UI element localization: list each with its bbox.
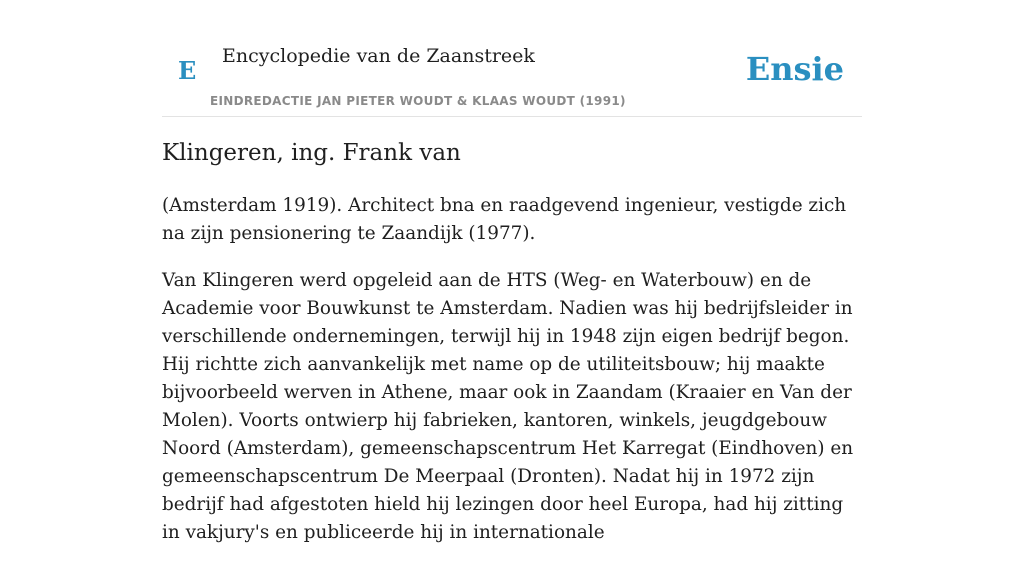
entry-paragraph: Van Klingeren werd opgeleid aan de HTS (Weg- en Waterbouw) en de Academie voor Bouwkunst te Amsterdam. Nadien was hij bedrijfsleider in verschillende ondernemingen, terwijl hij in 1948 zijn eigen bedrijf begon. Hij richtte zich aanvankelijk met name op de utiliteitsbouw; hij maakte bijvoorbeeld werven in Athene, maar ook in Zaandam (Kraaier en Van der Molen). Voorts ontwierp hij fabrieken, kantoren, winkels, jeugdgebouw Noord (Amsterdam), gemeenschapscentrum Het Karregat (Eindhoven) en gemeenschapscentrum De Meerpaal (Dronten). Nadat hij in 1972 zijn bedrijf had afgestoten hield hij lezingen door heel Europa, had hij zitting in vakjury's en publiceerde hij in internationale	[162, 270, 854, 543]
book-editors: EINDREDACTIE JAN PIETER WOUDT & KLAAS WOUDT (1991)	[210, 94, 626, 108]
logo-e-icon[interactable]: E	[178, 56, 197, 85]
ensie-logo[interactable]: Ensie	[745, 50, 844, 88]
site-header	[162, 0, 862, 117]
book-title[interactable]: Encyclopedie van de Zaanstreek	[222, 45, 535, 67]
entry-paragraph: (Amsterdam 1919). Architect bna en raadgevend ingenieur, vestigde zich na zijn pensionering te Zaandijk (1977).	[162, 195, 847, 244]
entry-content	[162, 192, 862, 566]
entry-title: Klingeren, ing. Frank van	[162, 140, 461, 166]
